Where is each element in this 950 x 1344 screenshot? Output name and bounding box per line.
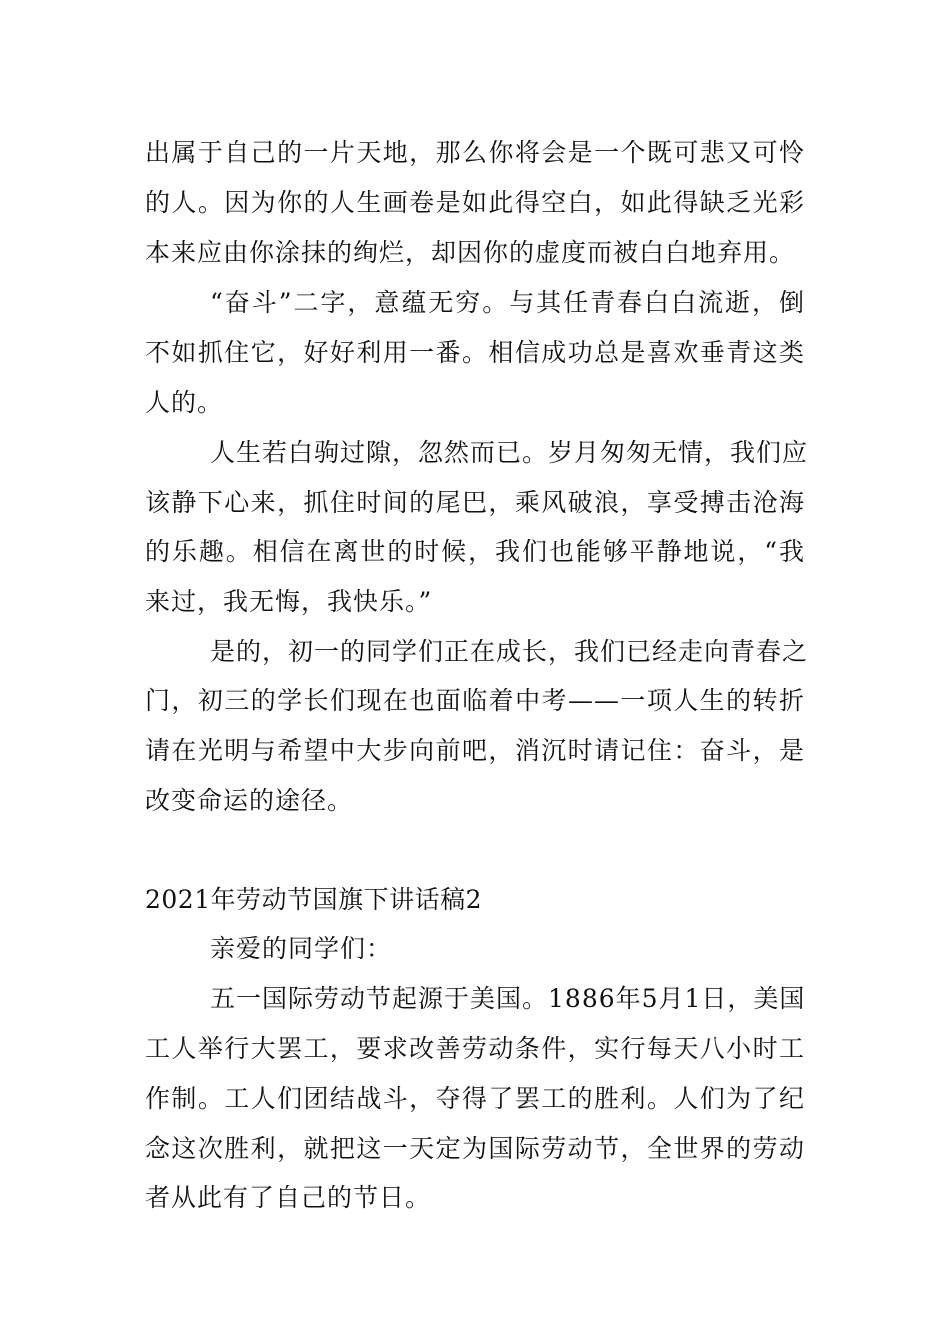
- paragraph-line: 是的，初一的同学们正在成长，我们已经走向青春之: [210, 637, 809, 666]
- paragraph-line: 工人举行大罢工，要求改善劳动条件，实行每天八小时工: [145, 1034, 805, 1063]
- salutation: 亲爱的同学们：: [210, 934, 393, 963]
- paragraph-line: 者从此有了自己的节日。: [145, 1183, 432, 1212]
- paragraph-line: 出属于自己的一片天地，那么你将会是一个既可悲又可怜: [145, 138, 805, 167]
- paragraph-line: 念这次胜利，就把这一天定为国际劳动节，全世界的劳动: [145, 1134, 805, 1163]
- paragraph-line: 五一国际劳动节起源于美国。1886年5月1日，美国: [210, 984, 806, 1013]
- paragraph-line: 本来应由你涂抹的绚烂，却因你的虚度而被白白地弃用。: [145, 238, 796, 267]
- paragraph-line: 来过，我无悔，我快乐。”: [145, 587, 433, 616]
- paragraph-line: “奋斗”二字，意蕴无穷。与其任青春白白流逝，倒: [210, 288, 805, 317]
- paragraph-line: 请在光明与希望中大步向前吧，消沉时请记住：奋斗，是: [145, 736, 805, 765]
- paragraph-line: 的人。因为你的人生画卷是如此得空白，如此得缺乏光彩: [145, 188, 805, 217]
- paragraph-line: 作制。工人们团结战斗，夺得了罢工的胜利。人们为了纪: [145, 1084, 805, 1113]
- paragraph-line: 不如抓住它，好好利用一番。相信成功总是喜欢垂青这类: [145, 338, 805, 367]
- paragraph-line: 改变命运的途径。: [145, 786, 354, 815]
- paragraph-line: 人的。: [145, 388, 224, 417]
- paragraph-line: 门，初三的学长们现在也面临着中考——一项人生的转折: [145, 686, 805, 715]
- paragraph-line: 人生若白驹过隙，忽然而已。岁月匆匆无情，我们应: [210, 438, 809, 467]
- paragraph-line: 该静下心来，抓住时间的尾巴，乘风破浪，享受搏击沧海: [145, 488, 805, 517]
- section-heading: 2021年劳动节国旗下讲话稿2: [145, 885, 483, 914]
- paragraph-line: 的乐趣。相信在离世的时候，我们也能够平静地说，“我: [145, 537, 805, 566]
